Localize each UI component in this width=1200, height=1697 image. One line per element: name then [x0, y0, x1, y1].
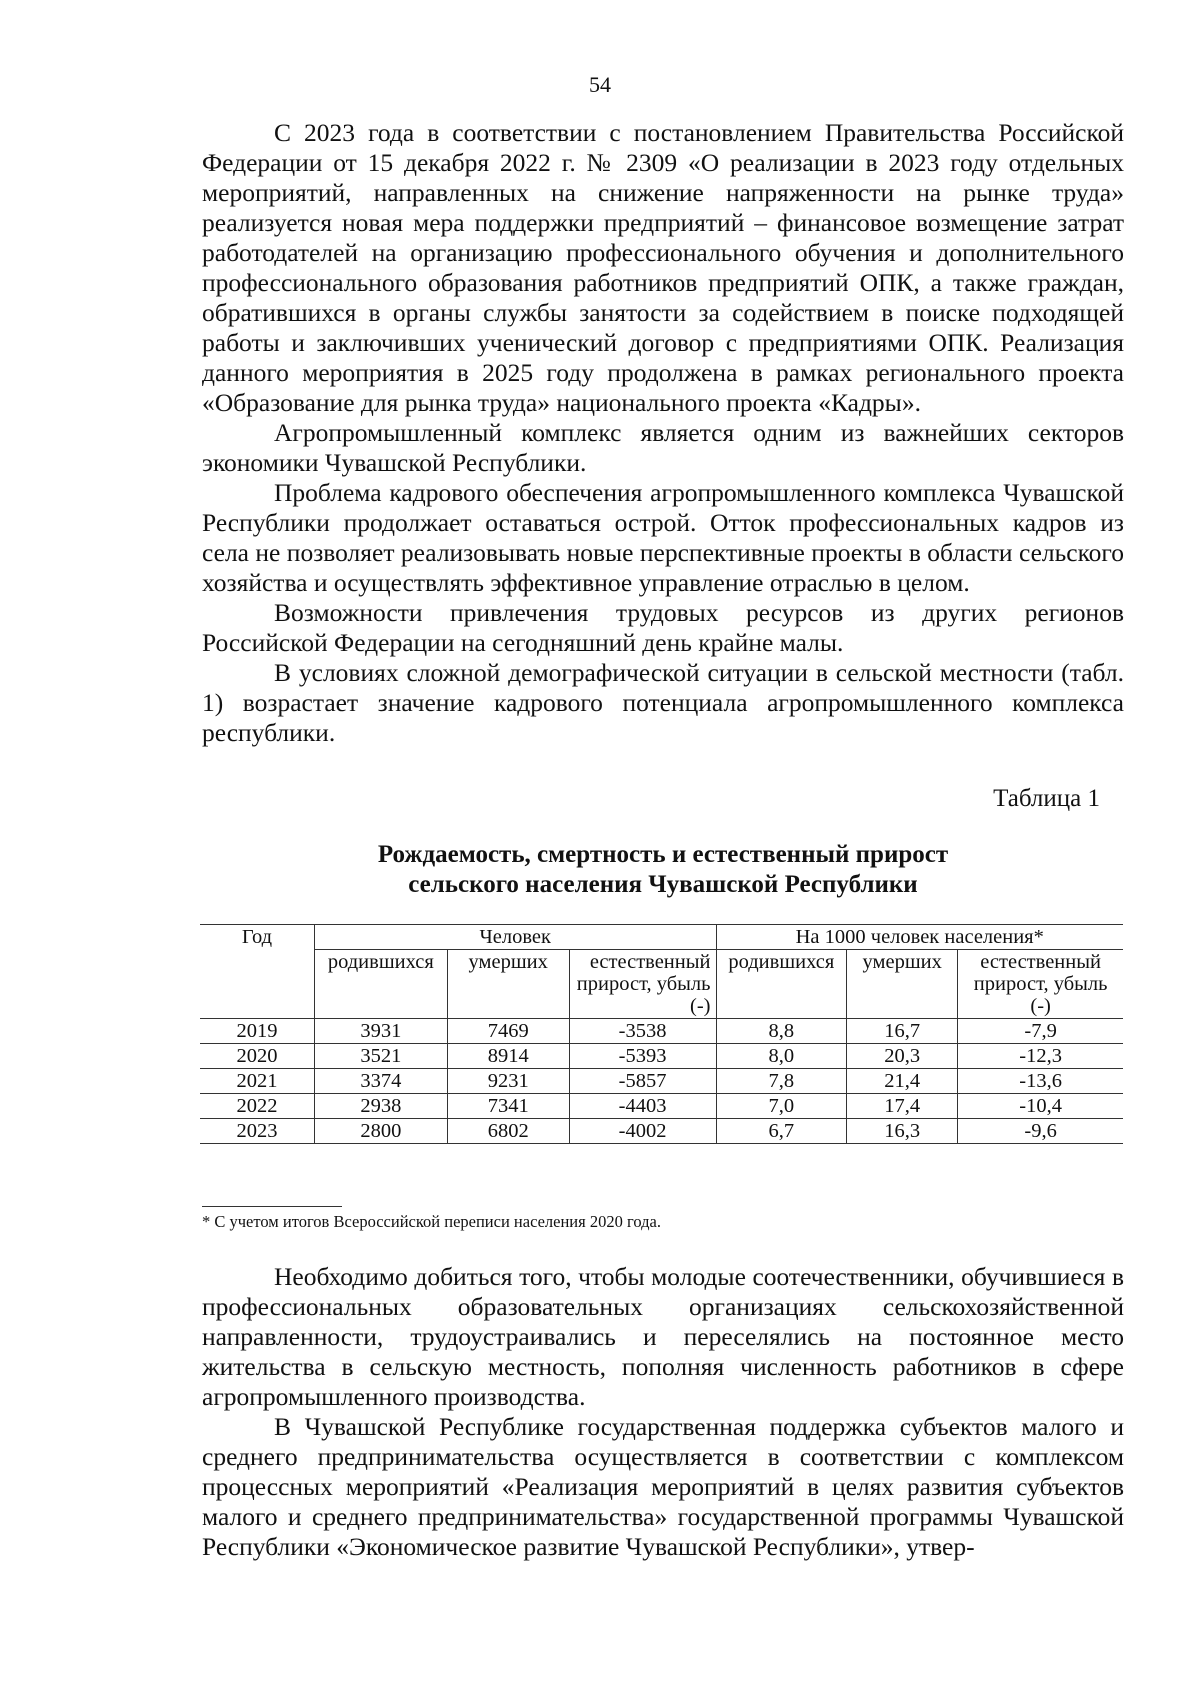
cell-rate-died: 20,3: [847, 1044, 958, 1069]
cell-rate-died: 21,4: [847, 1069, 958, 1094]
table-row: [200, 1044, 1123, 1069]
table-label: Таблица 1: [993, 785, 1100, 812]
cell-rate-natural: -10,4: [958, 1094, 1123, 1119]
header-people-natural: естественный прирост, убыль (-): [569, 950, 716, 1019]
header-year: Год: [200, 925, 314, 1019]
cell-rate-died: 16,3: [847, 1119, 958, 1144]
cell-people-died: 6802: [447, 1119, 569, 1144]
header-people-died: умерших: [447, 950, 569, 1019]
cell-year: 2019: [200, 1019, 314, 1044]
header-rate-born: родившихся: [716, 950, 847, 1019]
body-text-top: [202, 118, 1124, 748]
cell-year: 2023: [200, 1119, 314, 1144]
cell-people-born: 2800: [314, 1119, 447, 1144]
cell-people-natural: -5857: [569, 1069, 716, 1094]
cell-rate-natural: -13,6: [958, 1069, 1123, 1094]
table-header-row: [200, 925, 1123, 950]
table-title-line: сельского населения Чувашской Республики: [408, 871, 918, 898]
cell-rate-born: 8,0: [716, 1044, 847, 1069]
header-group-people: Человек: [314, 925, 716, 950]
table-title-line: Рождаемость, смертность и естественный прирост: [377, 841, 949, 868]
cell-rate-born: 8,8: [716, 1019, 847, 1044]
paragraph: Возможности привлечения трудовых ресурсов из других регионов Российской Федерации на сегодняшний день крайне малы.: [202, 598, 1124, 657]
cell-people-died: 8914: [447, 1044, 569, 1069]
paragraph: С 2023 года в соответствии с постановлением Правительства Российской Федерации от 15 декабря 2022 г. № 2309 «О реализации в 2023 году отдельных мероприятий, направленных на снижение напряженности на рынке труда» реализуется новая мера поддержки предприятий – финансовое возмещение затрат работодателей на организацию профессионального обучения и дополнительного профессионального образования работников предприятий ОПК, а также граждан, обратившихся в органы службы занятости за содействием в поиске подходящей работы и заключивших ученический договор с предприятиями ОПК. Реализация данного мероприятия в 2025 году продолжена в рамках регионального проекта «Образование для рынка труда» национального проекта «Кадры».: [202, 118, 1124, 417]
table-row: [200, 1019, 1123, 1044]
cell-rate-natural: -7,9: [958, 1019, 1123, 1044]
cell-people-died: 7469: [447, 1019, 569, 1044]
cell-people-born: 3931: [314, 1019, 447, 1044]
table-subheader-row: [200, 950, 1123, 1019]
cell-people-natural: -4002: [569, 1119, 716, 1144]
paragraph: В Чувашской Республике государственная поддержка субъектов малого и среднего предпринимательства осуществляется в соответствии с комплексом процессных мероприятий «Реализация мероприятий в целях развития субъектов малого и среднего предпринимательства» государственной программы Чувашской Республики «Экономическое развитие Чувашской Республики», утвер-: [202, 1412, 1124, 1561]
paragraph: Необходимо добиться того, чтобы молодые соотечественники, обучившиеся в профессиональных образовательных организациях сельскохозяйственной направленности, трудоустраивались и переселялись на постоянное место жительства в сельскую местность, пополняя численность работников в сфере агропромышленного производства.: [202, 1262, 1124, 1411]
header-group-per-1000: На 1000 человек населения*: [716, 925, 1123, 950]
page-number: 54: [589, 72, 611, 97]
cell-people-died: 7341: [447, 1094, 569, 1119]
cell-people-died: 9231: [447, 1069, 569, 1094]
cell-people-natural: -5393: [569, 1044, 716, 1069]
body-text-bottom: [202, 1262, 1124, 1562]
cell-people-born: 3374: [314, 1069, 447, 1094]
cell-rate-died: 16,7: [847, 1019, 958, 1044]
cell-year: 2021: [200, 1069, 314, 1094]
paragraph: В условиях сложной демографической ситуации в сельской местности (табл. 1) возрастает значение кадрового потенциала агропромышленного комплекса республики.: [202, 658, 1124, 747]
cell-people-natural: -3538: [569, 1019, 716, 1044]
paragraph: Агропромышленный комплекс является одним из важнейших секторов экономики Чувашской Республики.: [202, 418, 1124, 477]
cell-rate-born: 7,8: [716, 1069, 847, 1094]
cell-rate-died: 17,4: [847, 1094, 958, 1119]
cell-rate-natural: -12,3: [958, 1044, 1123, 1069]
cell-rate-natural: -9,6: [958, 1119, 1123, 1144]
footnote-divider: [202, 1206, 342, 1207]
cell-people-born: 3521: [314, 1044, 447, 1069]
header-people-born: родившихся: [314, 950, 447, 1019]
cell-rate-born: 6,7: [716, 1119, 847, 1144]
cell-people-natural: -4403: [569, 1094, 716, 1119]
table-row: [200, 1094, 1123, 1119]
header-rate-natural: естественный прирост, убыль (-): [958, 950, 1123, 1019]
header-rate-died: умерших: [847, 950, 958, 1019]
table-footnote: * С учетом итогов Всероссийской переписи населения 2020 года.: [202, 1212, 661, 1231]
demography-table: [200, 924, 1123, 1144]
paragraph: Проблема кадрового обеспечения агропромышленного комплекса Чувашской Республики продолжает оставаться острой. Отток профессиональных кадров из села не позволяет реализовывать новые перспективные проекты в области сельского хозяйства и осуществлять эффективное управление отраслью в целом.: [202, 478, 1124, 597]
table-row: [200, 1119, 1123, 1144]
cell-year: 2020: [200, 1044, 314, 1069]
table-title: [202, 840, 1124, 900]
cell-people-born: 2938: [314, 1094, 447, 1119]
table-row: [200, 1069, 1123, 1094]
cell-year: 2022: [200, 1094, 314, 1119]
cell-rate-born: 7,0: [716, 1094, 847, 1119]
